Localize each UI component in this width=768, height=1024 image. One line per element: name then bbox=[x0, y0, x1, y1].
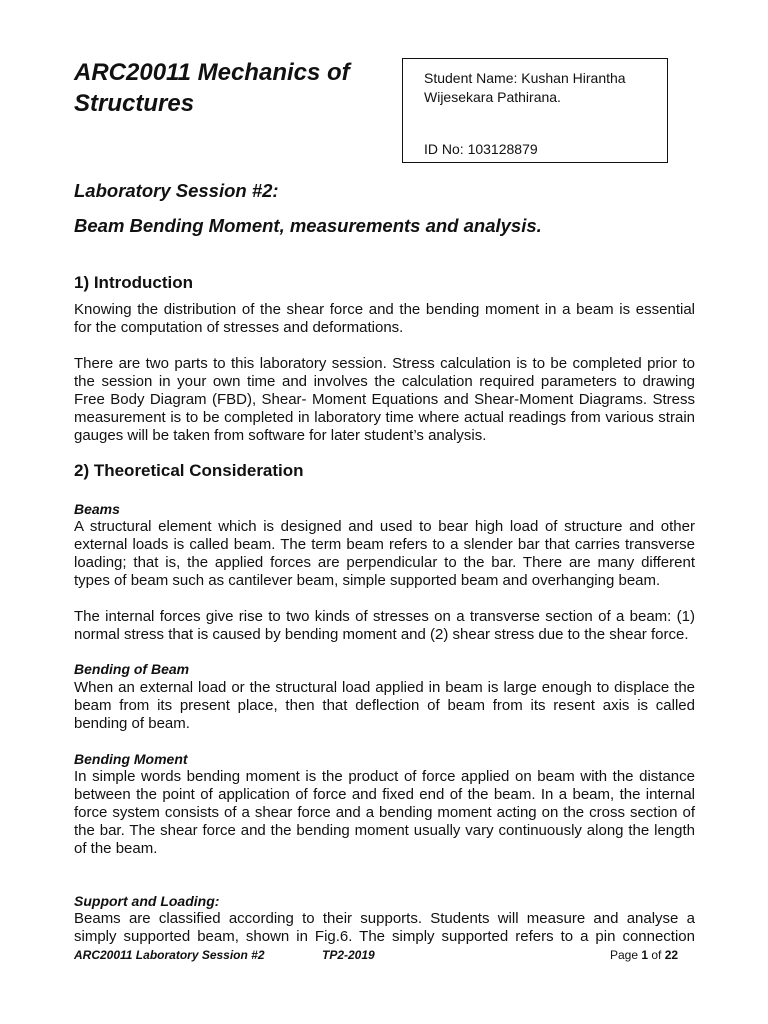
student-id: ID No: 103128879 bbox=[424, 141, 538, 157]
intro-paragraph-1-line: for the computation of stresses and deformations. bbox=[74, 319, 404, 336]
moment-paragraph-line: the bar. The shear force and the bending moment usually vary continuously along the length bbox=[74, 822, 695, 839]
doc-title-line1: ARC20011 Mechanics of bbox=[74, 59, 350, 86]
intro-paragraph-2-line: Free Body Diagram (FBD), Shear- Moment Equations and Shear-Moment Diagrams. Stress bbox=[74, 391, 695, 408]
beams-paragraph-1-line: loading; that is, the applied forces are perpendicular to the bar. There are many different bbox=[74, 554, 695, 571]
student-name-line1: Student Name: Kushan Hirantha bbox=[424, 70, 626, 86]
bending-paragraph-line: bending of beam. bbox=[74, 715, 190, 732]
beams-paragraph-2-line: normal stress that is caused by bending moment and (2) shear stress due to the shear force. bbox=[74, 626, 689, 643]
intro-paragraph-2-line: the session in your own time and involves the calculation required parameters to drawing bbox=[74, 373, 695, 390]
intro-paragraph-1-line: Knowing the distribution of the shear force and the bending moment in a beam is essential bbox=[74, 301, 695, 318]
support-heading: Support and Loading: bbox=[74, 893, 220, 909]
student-name-line2: Wijesekara Pathirana. bbox=[424, 89, 561, 105]
beams-paragraph-1-line: A structural element which is designed and used to bear high load of structure and other bbox=[74, 518, 695, 535]
footer-term: TP2-2019 bbox=[322, 948, 375, 962]
bending-paragraph-line: beam from its present place, then that deflection of beam from its resent axis is called bbox=[74, 697, 695, 714]
beams-heading: Beams bbox=[74, 501, 120, 517]
intro-paragraph-2-line: gauges will be taken from software for later student’s analysis. bbox=[74, 427, 487, 444]
moment-paragraph-line: of the beam. bbox=[74, 840, 158, 857]
intro-heading: 1) Introduction bbox=[74, 273, 193, 292]
support-paragraph-line: simply supported beam, shown in Fig.6. The simply supported refers to a pin connection bbox=[74, 928, 695, 945]
intro-paragraph-2-line: measurement is to be completed in laboratory time where actual readings from various strain bbox=[74, 409, 695, 426]
beams-paragraph-1-line: types of beam such as cantilever beam, simple supported beam and overhanging beam. bbox=[74, 572, 661, 589]
bending-heading: Bending of Beam bbox=[74, 661, 190, 677]
beams-paragraph-2-line: The internal forces give rise to two kinds of stresses on a transverse section of a beam: (1) bbox=[74, 608, 695, 625]
moment-paragraph-line: In simple words bending moment is the product of force applied on beam with the distance bbox=[74, 768, 695, 785]
intro-paragraph-2-line: There are two parts to this laboratory session. Stress calculation is to be completed prior to bbox=[74, 355, 695, 372]
theory-heading: 2) Theoretical Consideration bbox=[74, 461, 304, 480]
bending-paragraph-line: When an external load or the structural load applied in beam is large enough to displace the bbox=[74, 679, 695, 696]
footer-course: ARC20011 Laboratory Session #2 bbox=[74, 948, 265, 962]
session-subtitle: Beam Bending Moment, measurements and analysis. bbox=[74, 215, 542, 236]
beams-paragraph-1-line: external loads is called beam. The term beam refers to a slender bar that carries transverse bbox=[74, 536, 695, 553]
moment-paragraph-line: between the point of application of force and fixed end of the beam. In a beam, the internal bbox=[74, 786, 695, 803]
doc-title-line2: Structures bbox=[74, 90, 195, 117]
moment-paragraph-line: force system consists of a shear force and a bending moment acting on the cross section of bbox=[74, 804, 695, 821]
student-info-box bbox=[402, 58, 668, 163]
support-paragraph-line: Beams are classified according to their supports. Students will measure and analyse a bbox=[74, 910, 695, 927]
moment-heading: Bending Moment bbox=[74, 751, 188, 767]
footer-page-number: Page 1 of 22 bbox=[610, 948, 679, 962]
session-label: Laboratory Session #2: bbox=[74, 180, 279, 201]
